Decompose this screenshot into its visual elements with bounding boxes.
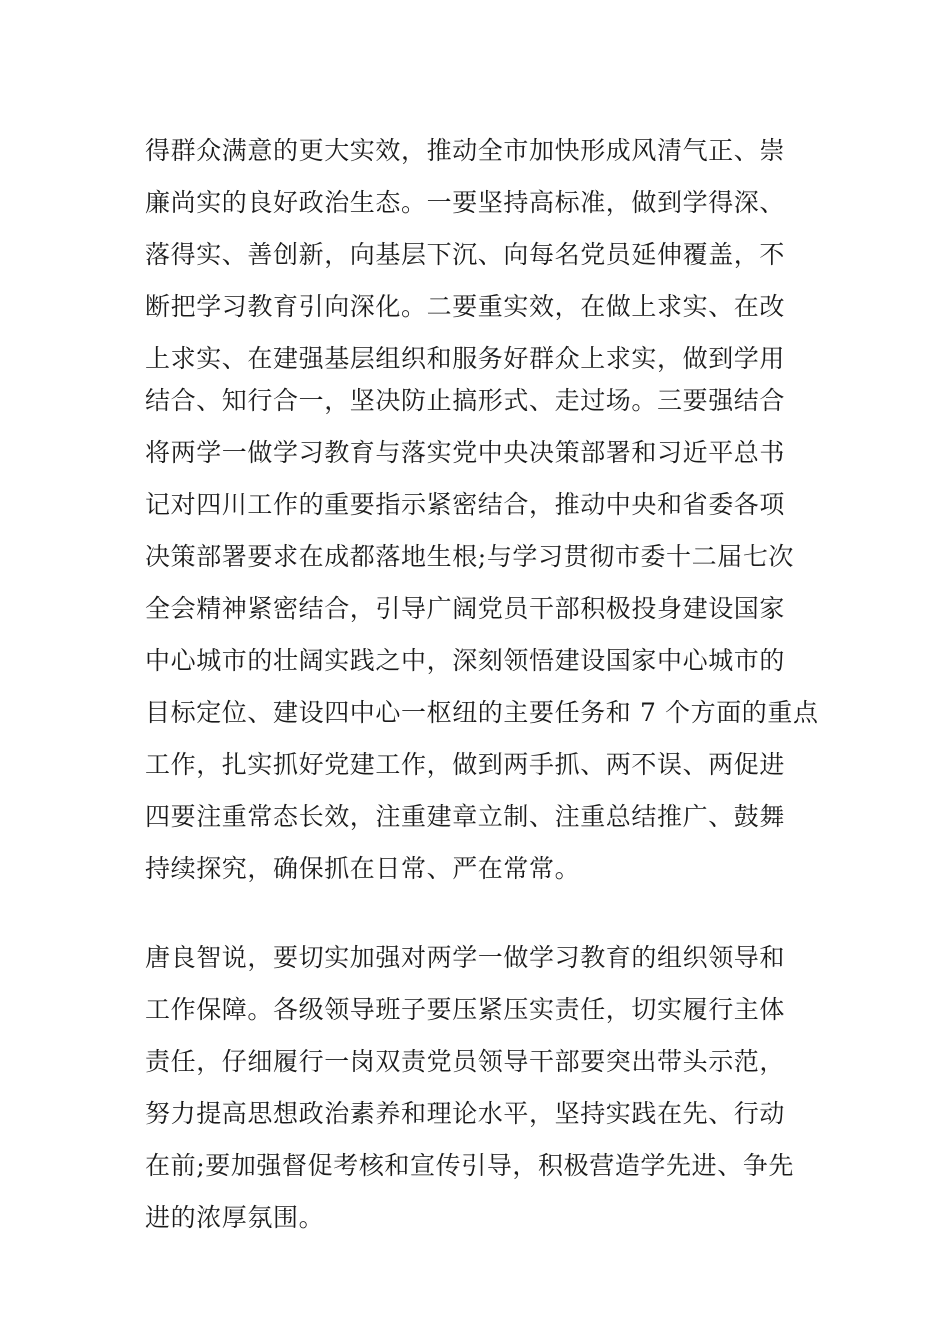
text-line: 努力提高思想政治素养和理论水平，坚持实践在先、行动 <box>145 1099 786 1128</box>
text-line: 责任，仔细履行一岗双责党员领导干部要突出带头示范， <box>145 1047 786 1076</box>
text-line: 将两学一做学习教育与落实党中央决策部署和习近平总书 <box>145 438 786 467</box>
text-line: 决策部署要求在成都落地生根;与学习贯彻市委十二届七次 <box>145 542 795 571</box>
text-line: 上求实、在建强基层组织和服务好群众上求实，做到学用 <box>145 344 786 373</box>
text-line: 记对四川工作的重要指示紧密结合，推动中央和省委各项 <box>145 490 786 519</box>
text-line: 在前;要加强督促考核和宣传引导，积极营造学先进、争先 <box>145 1151 795 1180</box>
text-line: 全会精神紧密结合，引导广阔党员干部积极投身建设国家 <box>145 594 786 623</box>
text-line: 目标定位、建设四中心一枢纽的主要任务和 7 个方面的重点 <box>145 698 819 727</box>
text-line: 中心城市的壮阔实践之中，深刻领悟建设国家中心城市的 <box>145 646 786 675</box>
text-line: 廉尚实的良好政治生态。一要坚持高标准，做到学得深、 <box>145 188 786 217</box>
text-line: 落得实、善创新，向基层下沉、向每名党员延伸覆盖，不 <box>145 240 786 269</box>
text-line: 工作保障。各级领导班子要压紧压实责任，切实履行主体 <box>145 995 786 1024</box>
text-line: 得群众满意的更大实效，推动全市加快形成风清气正、崇 <box>145 136 786 165</box>
text-line: 持续探究，确保抓在日常、严在常常。 <box>145 854 581 883</box>
text-line: 结合、知行合一，坚决防止搞形式、走过场。三要强结合 <box>145 386 786 415</box>
text-line: 四要注重常态长效，注重建章立制、注重总结推广、鼓舞 <box>145 802 786 831</box>
text-line: 唐良智说，要切实加强对两学一做学习教育的组织领导和 <box>145 943 786 972</box>
text-line: 工作，扎实抓好党建工作，做到两手抓、两不误、两促进 <box>145 750 786 779</box>
text-line: 进的浓厚氛围。 <box>145 1203 325 1232</box>
text-line: 断把学习教育引向深化。二要重实效，在做上求实、在改 <box>145 292 786 321</box>
